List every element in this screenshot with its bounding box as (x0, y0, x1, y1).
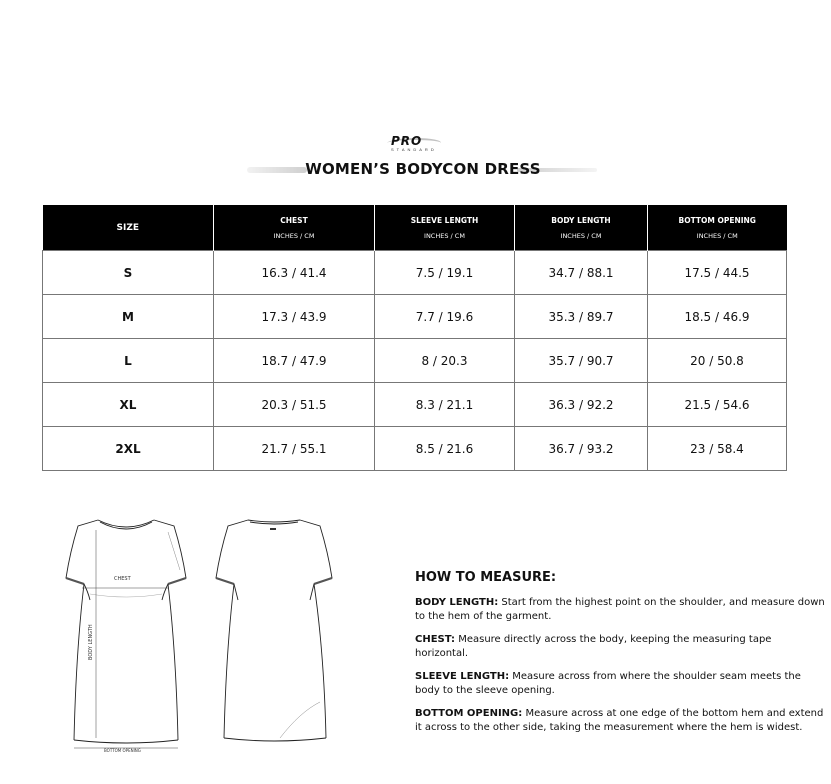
header-label: SLEEVE LENGTH (410, 215, 479, 225)
header-label: BOTTOM OPENING (678, 215, 756, 225)
cell-size: XL (43, 383, 214, 427)
logo-text: PRO (391, 134, 423, 148)
header-bottom-opening (648, 205, 787, 251)
how-to-measure-heading: HOW TO MEASURE: (415, 570, 557, 585)
size-chart-table (42, 205, 787, 471)
header-label: SIZE (116, 222, 139, 233)
cell-sleeve: 8 / 20.3 (375, 339, 515, 383)
howto-text: Start from the highest point on the shoulder, and measure down to the hem of the garment. (415, 597, 825, 622)
cell-size: S (43, 251, 214, 295)
header-sleeve-length (375, 205, 515, 251)
howto-bottom-opening (415, 707, 825, 735)
chest-label: CHEST (114, 576, 131, 582)
table-row (43, 295, 787, 339)
cell-chest: 16.3 / 41.4 (214, 251, 375, 295)
howto-text: Measure directly across the body, keeping the measuring tape horizontal. (415, 634, 772, 659)
header-unit: INCHES / CM (696, 231, 738, 240)
table-row (43, 251, 787, 295)
cell-bottom: 20 / 50.8 (648, 339, 787, 383)
howto-term: SLEEVE LENGTH: (415, 671, 510, 682)
header-body-length (515, 205, 648, 251)
cell-chest: 18.7 / 47.9 (214, 339, 375, 383)
cell-sleeve: 7.5 / 19.1 (375, 251, 515, 295)
title-banner (243, 158, 603, 182)
table-row (43, 383, 787, 427)
cell-chest: 20.3 / 51.5 (214, 383, 375, 427)
cell-size: L (43, 339, 214, 383)
cell-sleeve: 8.5 / 21.6 (375, 427, 515, 471)
cell-body: 34.7 / 88.1 (515, 251, 648, 295)
howto-body-length (415, 596, 825, 624)
table-header-row (43, 205, 787, 251)
howto-text: Measure across from where the shoulder seam meets the body to the sleeve opening. (415, 671, 801, 696)
cell-chest: 17.3 / 43.9 (214, 295, 375, 339)
header-label: CHEST (280, 215, 308, 225)
cell-sleeve: 7.7 / 19.6 (375, 295, 515, 339)
cell-sleeve: 8.3 / 21.1 (375, 383, 515, 427)
howto-chest (415, 633, 825, 661)
how-to-measure-section (415, 570, 825, 744)
page-title: WOMEN’S BODYCON DRESS (305, 160, 541, 178)
cell-bottom: 17.5 / 44.5 (648, 251, 787, 295)
dress-front-diagram (60, 512, 195, 757)
label-tag-icon (270, 528, 276, 530)
header-label: BODY LENGTH (551, 215, 611, 225)
header-unit: INCHES / CM (560, 231, 602, 240)
cell-bottom: 18.5 / 46.9 (648, 295, 787, 339)
cell-body: 35.7 / 90.7 (515, 339, 648, 383)
bottom-opening-label: BOTTOM OPENING (104, 748, 141, 753)
dress-back-outline (210, 512, 340, 747)
body-length-label: BODY LENGTH (88, 624, 94, 660)
howto-term: BOTTOM OPENING: (415, 708, 523, 719)
header-unit: INCHES / CM (424, 231, 465, 240)
howto-text: Measure across at one edge of the bottom hem and extend it across to the other side, taking the measurement where the hem is widest. (415, 708, 824, 733)
header-size (43, 205, 214, 251)
cell-size: 2XL (43, 427, 214, 471)
cell-body: 35.3 / 89.7 (515, 295, 648, 339)
header-chest (214, 205, 375, 251)
dress-back-diagram (210, 512, 340, 747)
table-row (43, 427, 787, 471)
cell-body: 36.3 / 92.2 (515, 383, 648, 427)
cell-chest: 21.7 / 55.1 (214, 427, 375, 471)
header-unit: INCHES / CM (273, 231, 315, 240)
dress-front-outline (60, 512, 195, 757)
howto-term: BODY LENGTH: (415, 597, 499, 608)
table-row (43, 339, 787, 383)
howto-term: CHEST: (415, 634, 456, 645)
brand-logo (385, 134, 445, 152)
cell-bottom: 21.5 / 54.6 (648, 383, 787, 427)
cell-size: M (43, 295, 214, 339)
cell-body: 36.7 / 93.2 (515, 427, 648, 471)
howto-sleeve-length (415, 670, 825, 698)
logo-subtext: STANDARD (391, 147, 437, 152)
cell-bottom: 23 / 58.4 (648, 427, 787, 471)
